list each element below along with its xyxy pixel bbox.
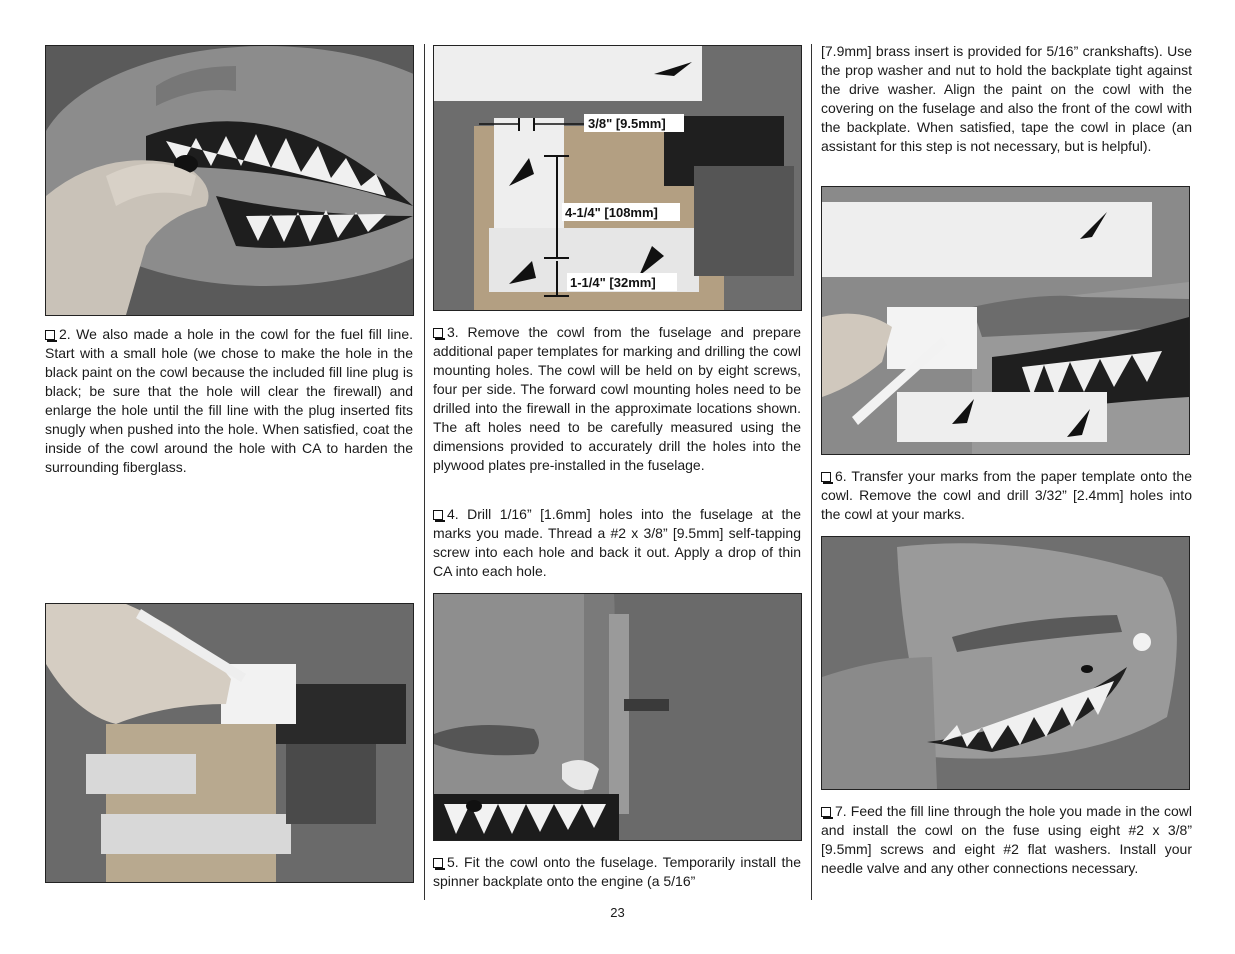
- step-text: 3. Remove the cowl from the fuselage and prepare additional paper templates for marking and drilling the cowl mounting holes. The cowl will be held on by eight screws, four per side. The forward cowl mounting holes need to be drilled into the firewall in the approximate locations shown. The aft holes need to be carefully measured using the dimensions provided to accurately drill the holes into the plywood plates pre-installed in the fuselage.: [433, 324, 801, 473]
- photo-cowl-installed: [821, 536, 1190, 790]
- checkbox-icon[interactable]: [433, 510, 443, 520]
- page-number: 23: [610, 905, 625, 920]
- photo-transfer-marks: [821, 186, 1190, 455]
- checkbox-icon[interactable]: [45, 330, 55, 340]
- step-text: 4. Drill 1/16” [1.6mm] holes into the fuselage at the marks you made. Thread a #2 x 3/8” [9.5mm] self-tapping screw into each hole and back it out. Apply a drop of thin CA into each hole.: [433, 506, 801, 579]
- checkbox-icon[interactable]: [433, 328, 443, 338]
- dimension-label-b: 4-1/4" [108mm]: [565, 205, 658, 220]
- dimension-label-a: 3/8" [9.5mm]: [588, 116, 666, 131]
- step-text: 7. Feed the fill line through the hole you made in the cowl and install the cowl on the fuse using eight #2 x 3/8” [9.5mm] screws and eight #2 flat washers. Install your needle valve and any other connections necessary.: [821, 803, 1192, 876]
- photo-cowl-fill-hole: [45, 45, 414, 316]
- column-divider-right: [811, 44, 812, 900]
- checkbox-icon[interactable]: [821, 472, 831, 482]
- photo-template-marking: [45, 603, 414, 883]
- step-text: 5. Fit the cowl onto the fuselage. Temporarily install the spinner backplate onto the engine (a 5/16”: [433, 854, 801, 889]
- step-5-text: [433, 853, 801, 891]
- step-4-text: [433, 505, 801, 581]
- step-2-text: [45, 325, 413, 477]
- step-text: 6. Transfer your marks from the paper template onto the cowl. Remove the cowl and drill 3/32” [2.4mm] holes into the cowl at your marks.: [821, 468, 1192, 522]
- dimension-label-c: 1-1/4" [32mm]: [570, 275, 656, 290]
- step-3-text: [433, 323, 801, 475]
- step-text: 2. We also made a hole in the cowl for the fuel fill line. Start with a small hole (we chose to make the hole in the black paint on the cowl because the included fill line plug is black; be sure that the hole will clear the firewall) and enlarge the hole until the fill line with the plug inserted fits snugly when pushed into the hole. When satisfied, coat the inside of the cowl around the hole with CA to harden the surrounding fiberglass.: [45, 326, 413, 475]
- step-text: [7.9mm] brass insert is provided for 5/16” crankshafts). Use the prop washer and nut to hold the backplate tight against the drive washer. Align the paint on the cowl with the covering on the fuselage and also the front of the cowl with the backplate. When satisfied, tape the cowl in place (an assistant for this step is not necessary, but is helpful).: [821, 43, 1192, 154]
- checkbox-icon[interactable]: [433, 858, 443, 868]
- photo-cowl-spinner-backplate: [433, 593, 802, 841]
- column-divider-left: [424, 44, 425, 900]
- step-5-continued-text: [821, 42, 1192, 156]
- checkbox-icon[interactable]: [821, 807, 831, 817]
- step-7-text: [821, 802, 1192, 878]
- step-6-text: [821, 467, 1192, 524]
- photo-cowl-dimension-diagram: [433, 45, 802, 311]
